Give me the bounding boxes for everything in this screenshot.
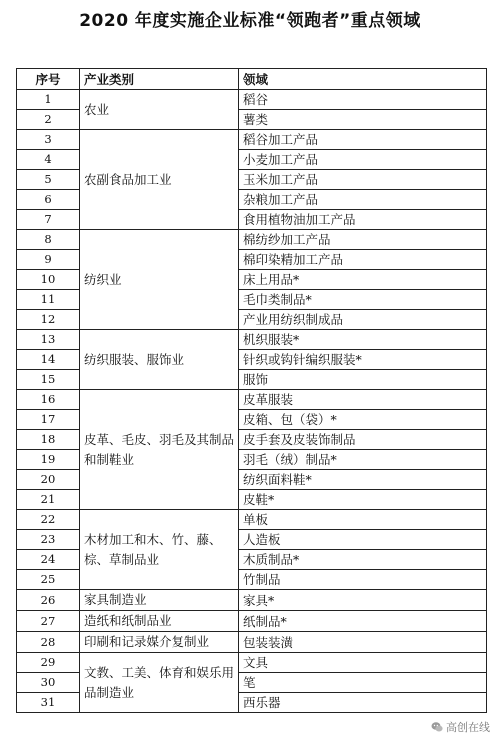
- domain-cell: 家具*: [239, 590, 487, 611]
- domain-cell: 包装装潢: [239, 632, 487, 653]
- table-row: [17, 330, 487, 350]
- row-index: 28: [17, 632, 80, 653]
- domain-cell: 毛巾类制品*: [239, 290, 487, 310]
- row-index: 24: [17, 550, 80, 570]
- industry-category: 家具制造业: [80, 590, 239, 611]
- row-index: 25: [17, 570, 80, 590]
- domain-cell: 机织服装*: [239, 330, 487, 350]
- industry-category: 文教、工美、体育和娱乐用品制造业: [80, 653, 239, 713]
- row-index: 26: [17, 590, 80, 611]
- table-body: [17, 90, 487, 713]
- domain-cell: 笔: [239, 673, 487, 693]
- domain-cell: 单板: [239, 510, 487, 530]
- domain-cell: 产业用纺织制成品: [239, 310, 487, 330]
- table-row: [17, 90, 487, 110]
- domain-cell: 皮鞋*: [239, 490, 487, 510]
- table-row: [17, 632, 487, 653]
- domain-cell: 皮革服装: [239, 390, 487, 410]
- watermark: [431, 719, 490, 735]
- industry-category: 农副食品加工业: [80, 130, 239, 230]
- domain-cell: 稻谷加工产品: [239, 130, 487, 150]
- domain-cell: 羽毛（绒）制品*: [239, 450, 487, 470]
- domain-cell: 床上用品*: [239, 270, 487, 290]
- row-index: 2: [17, 110, 80, 130]
- table-row: [17, 390, 487, 410]
- industry-category: 纺织业: [80, 230, 239, 330]
- header-category: 产业类别: [80, 69, 239, 90]
- domain-cell: 棉印染精加工产品: [239, 250, 487, 270]
- row-index: 7: [17, 210, 80, 230]
- table-header-row: [17, 69, 487, 90]
- domain-cell: 竹制品: [239, 570, 487, 590]
- header-index: 序号: [17, 69, 80, 90]
- row-index: 18: [17, 430, 80, 450]
- domain-cell: 文具: [239, 653, 487, 673]
- industry-category: 农业: [80, 90, 239, 130]
- page-title: 2020 年度实施企业标准“领跑者”重点领域: [79, 11, 421, 31]
- domain-cell: 皮箱、包（袋）*: [239, 410, 487, 430]
- row-index: 27: [17, 611, 80, 632]
- table-row: [17, 590, 487, 611]
- domain-cell: 棉纺纱加工产品: [239, 230, 487, 250]
- table-row: [17, 653, 487, 673]
- standards-table: [16, 68, 487, 713]
- table-row: [17, 611, 487, 632]
- table-row: [17, 230, 487, 250]
- domain-cell: 食用植物油加工产品: [239, 210, 487, 230]
- row-index: 29: [17, 653, 80, 673]
- row-index: 22: [17, 510, 80, 530]
- row-index: 16: [17, 390, 80, 410]
- row-index: 5: [17, 170, 80, 190]
- row-index: 12: [17, 310, 80, 330]
- row-index: 30: [17, 673, 80, 693]
- domain-cell: 小麦加工产品: [239, 150, 487, 170]
- industry-category: 纺织服装、服饰业: [80, 330, 239, 390]
- row-index: 9: [17, 250, 80, 270]
- row-index: 14: [17, 350, 80, 370]
- industry-category: 造纸和纸制品业: [80, 611, 239, 632]
- row-index: 15: [17, 370, 80, 390]
- domain-cell: 皮手套及皮装饰制品: [239, 430, 487, 450]
- header-domain: 领域: [239, 69, 487, 90]
- row-index: 17: [17, 410, 80, 430]
- table-row: [17, 130, 487, 150]
- domain-cell: 稻谷: [239, 90, 487, 110]
- row-index: 20: [17, 470, 80, 490]
- domain-cell: 服饰: [239, 370, 487, 390]
- table-row: [17, 510, 487, 530]
- industry-category: 皮革、毛皮、羽毛及其制品和制鞋业: [80, 390, 239, 510]
- row-index: 3: [17, 130, 80, 150]
- row-index: 6: [17, 190, 80, 210]
- domain-cell: 杂粮加工产品: [239, 190, 487, 210]
- row-index: 4: [17, 150, 80, 170]
- row-index: 13: [17, 330, 80, 350]
- domain-cell: 纸制品*: [239, 611, 487, 632]
- domain-cell: 玉米加工产品: [239, 170, 487, 190]
- domain-cell: 薯类: [239, 110, 487, 130]
- domain-cell: 针织或钩针编织服装*: [239, 350, 487, 370]
- row-index: 11: [17, 290, 80, 310]
- row-index: 23: [17, 530, 80, 550]
- domain-cell: 西乐器: [239, 693, 487, 713]
- domain-cell: 人造板: [239, 530, 487, 550]
- industry-category: 木材加工和木、竹、藤、棕、草制品业: [80, 510, 239, 590]
- row-index: 31: [17, 693, 80, 713]
- row-index: 1: [17, 90, 80, 110]
- watermark-text: 高创在线: [446, 721, 490, 734]
- row-index: 10: [17, 270, 80, 290]
- row-index: 8: [17, 230, 80, 250]
- wechat-icon: [431, 721, 443, 733]
- industry-category: 印刷和记录媒介复制业: [80, 632, 239, 653]
- row-index: 21: [17, 490, 80, 510]
- domain-cell: 木质制品*: [239, 550, 487, 570]
- domain-cell: 纺织面料鞋*: [239, 470, 487, 490]
- row-index: 19: [17, 450, 80, 470]
